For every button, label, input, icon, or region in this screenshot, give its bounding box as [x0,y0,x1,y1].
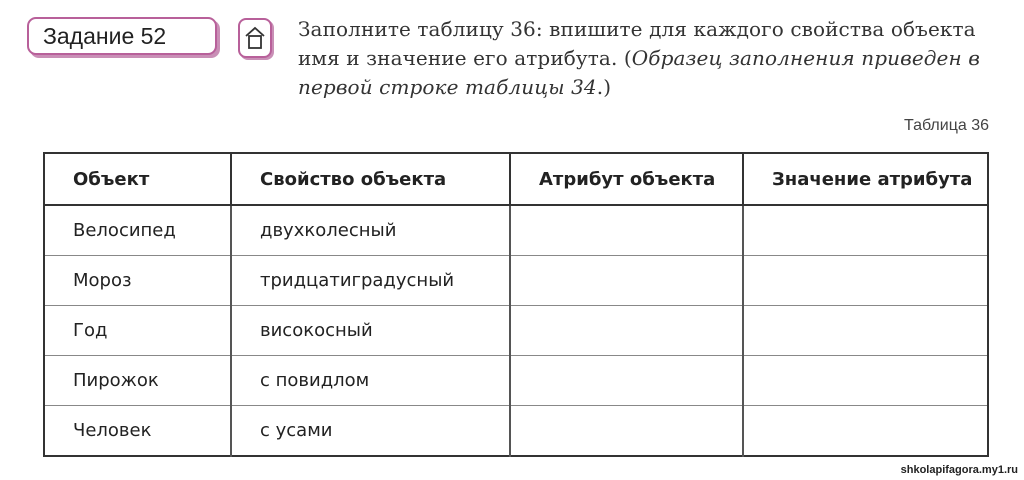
cell-object: Год [44,306,231,356]
table-row [44,256,988,306]
task-number-label: Задание 52 [43,22,167,49]
attributes-table [43,152,989,457]
cell-object: Человек [44,406,231,457]
cell-attribute-input[interactable] [510,306,743,356]
cell-property: с усами [231,406,510,457]
task-text-end: .) [596,75,612,99]
task-text-italic: Образец заполнения приведен в первой строке таблицы 34 [298,46,980,99]
cell-attribute-input[interactable] [510,205,743,256]
cell-property: високосный [231,306,510,356]
cell-value-input[interactable] [743,205,988,256]
column-header-property: Свойство объекта [231,153,510,205]
site-watermark: shkolapifagora.my1.ru [900,464,1018,476]
cell-object: Мороз [44,256,231,306]
table-row [44,356,988,406]
table-caption: Таблица 36 [904,117,989,134]
cell-value-input[interactable] [743,406,988,457]
cell-value-input[interactable] [743,306,988,356]
cell-object: Пирожок [44,356,231,406]
home-button[interactable] [238,18,272,58]
cell-object: Велосипед [44,205,231,256]
cell-attribute-input[interactable] [510,406,743,457]
cell-property: двухколесный [231,205,510,256]
task-text: Заполните таблицу 36: впишите для каждого свойства объекта имя и значение его атрибута. ( [298,17,976,70]
home-icon [244,25,266,51]
column-header-value: Значение атрибута [743,153,988,205]
column-header-object: Объект [44,153,231,205]
table-row [44,205,988,256]
cell-attribute-input[interactable] [510,356,743,406]
table-header-row [44,153,988,205]
cell-value-input[interactable] [743,256,988,306]
cell-property: тридцатиградусный [231,256,510,306]
cell-property: с повидлом [231,356,510,406]
table-row [44,306,988,356]
column-header-attribute: Атрибут объекта [510,153,743,205]
table-row [44,406,988,457]
task-number-badge [27,17,217,55]
task-instructions [298,15,998,102]
cell-value-input[interactable] [743,356,988,406]
cell-attribute-input[interactable] [510,256,743,306]
